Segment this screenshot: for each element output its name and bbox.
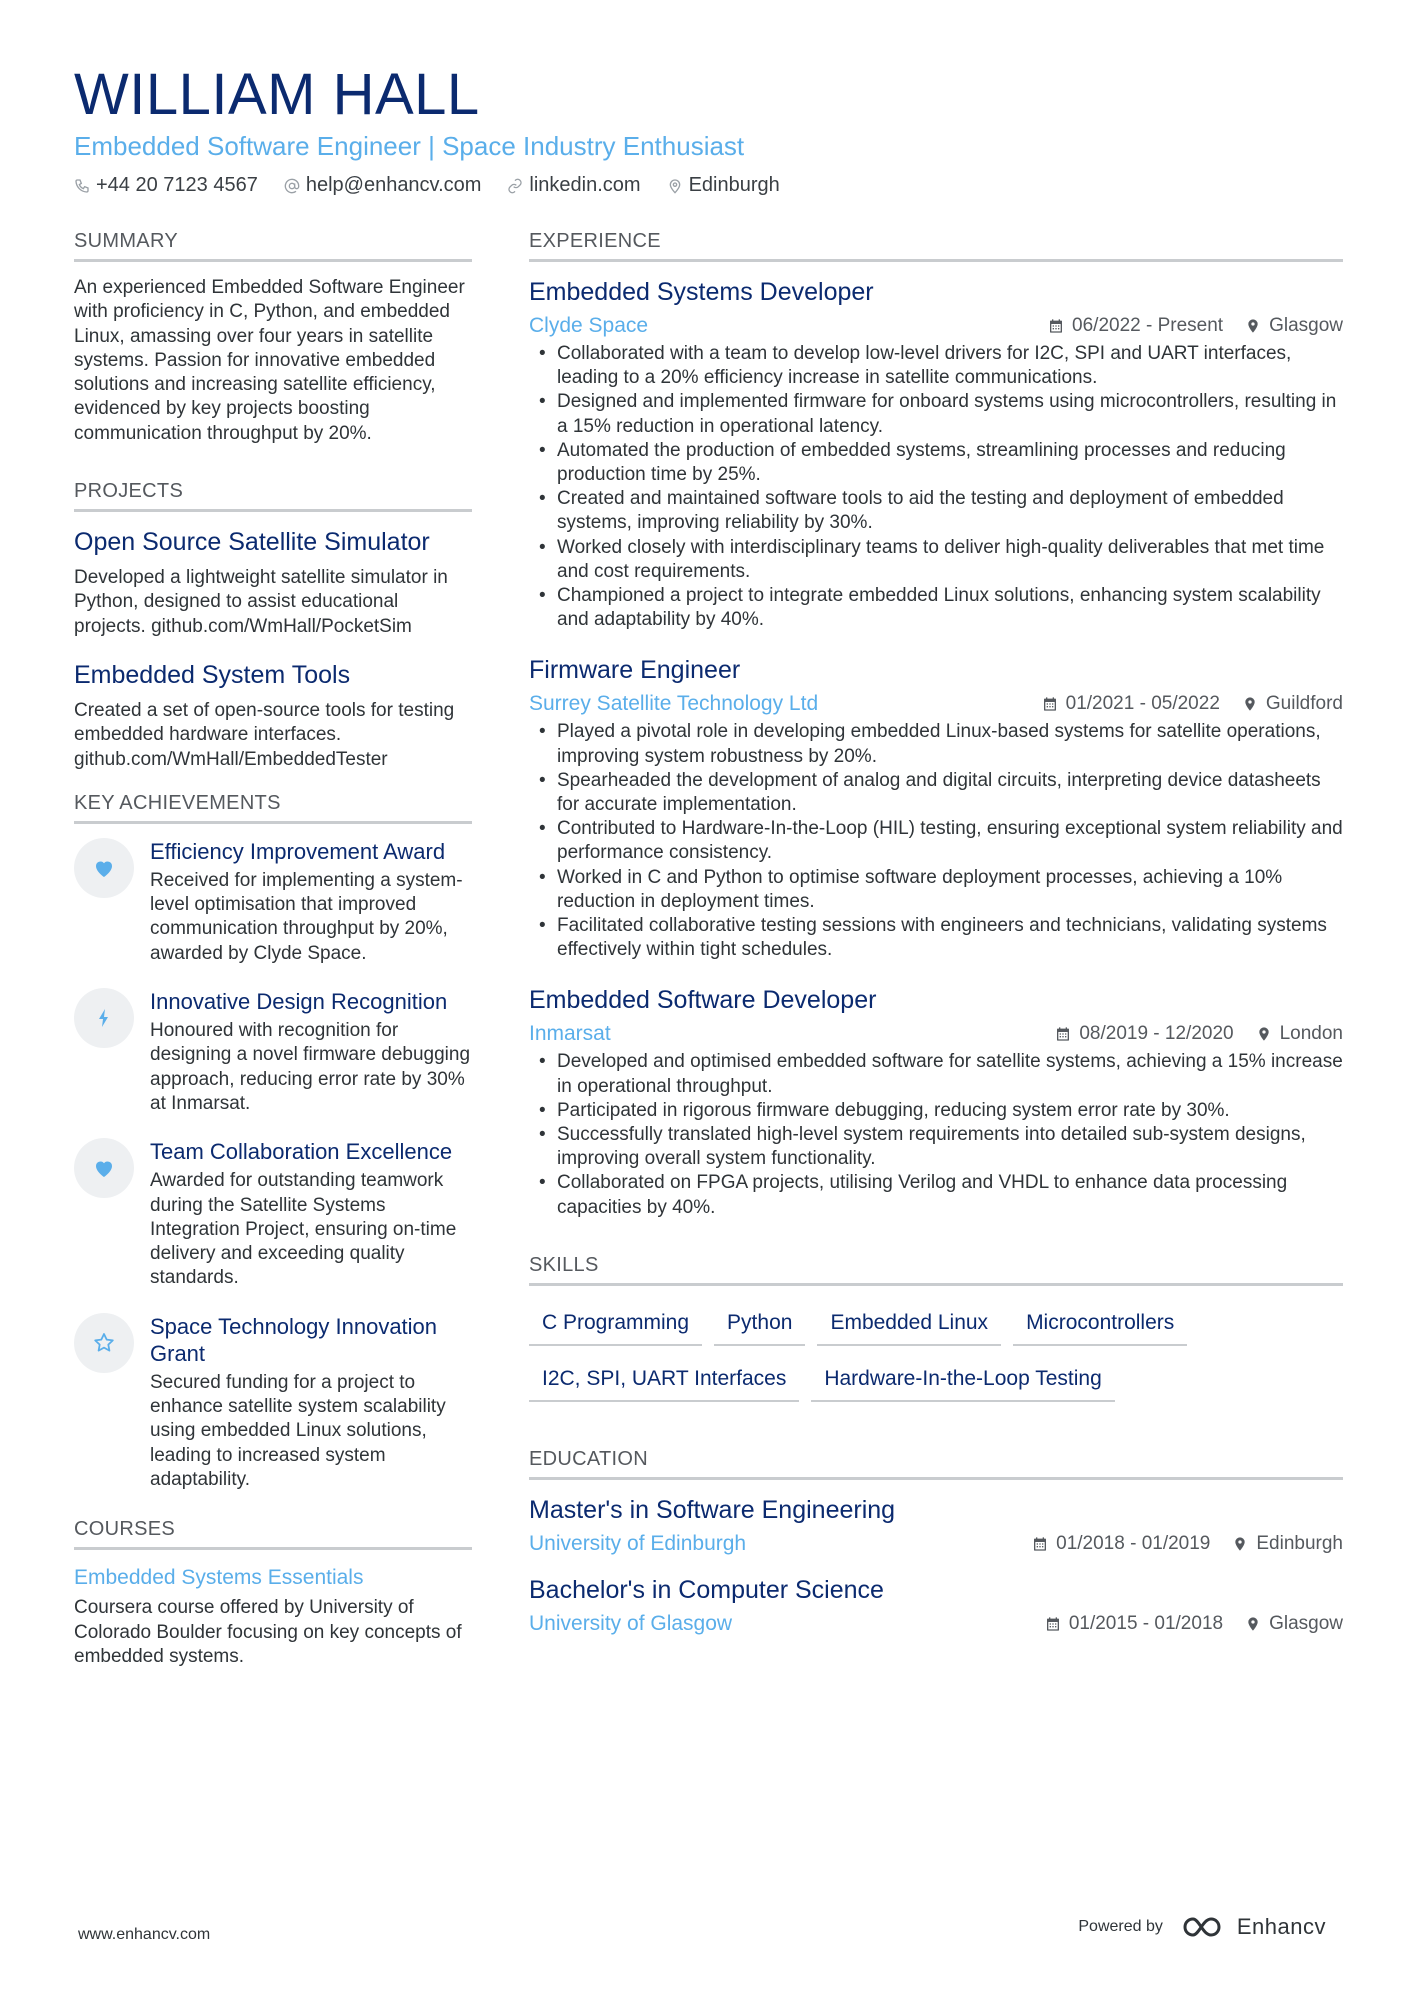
resume-header <box>74 62 1344 197</box>
contact-location <box>667 174 780 197</box>
company-name: Clyde Space <box>529 314 649 337</box>
achievement-description: Awarded for outstanding teamwork during the Satellite Systems Integration Project, ensuring on-time delivery and exceeding quality standards. <box>150 1170 457 1289</box>
degree-title: Bachelor's in Computer Science <box>529 1575 884 1604</box>
experience-heading: EXPERIENCE <box>529 230 1343 262</box>
job-location <box>1245 315 1343 337</box>
enhancv-logo-icon <box>1181 1914 1229 1940</box>
projects-heading: PROJECTS <box>74 480 472 512</box>
list-item: • Collaborated with a team to develop low-level drivers for I2C, SPI and UART interfaces, leading to a 20% efficiency increase in satellite communications. <box>529 342 1343 390</box>
list-item: • Developed and optimised embedded software for satellite systems, achieving a 15% increase in operational throughput. <box>529 1050 1343 1098</box>
education-location-text: Glasgow <box>1269 1612 1343 1634</box>
company-name: Inmarsat <box>529 1022 611 1046</box>
right-column <box>529 230 1343 1654</box>
skills-section <box>529 1254 1343 1402</box>
education-section <box>529 1448 1343 1636</box>
skills-list <box>529 1310 1343 1402</box>
email-text: help@enhancv.com <box>305 174 482 196</box>
achievement-title: Efficiency Improvement Award <box>150 838 446 864</box>
achievement-item <box>74 988 472 1116</box>
achievement-icon-badge <box>74 1138 134 1198</box>
education-entry <box>529 1574 1343 1636</box>
school-name: University of Edinburgh <box>529 1531 747 1555</box>
list-item: • Worked closely with interdisciplinary teams to deliver high-quality deliverables that met time and cost requirements. <box>529 536 1343 584</box>
job-bullets <box>529 720 1343 962</box>
courses-section <box>74 1518 472 1669</box>
project-title: Open Source Satellite Simulator <box>74 528 430 557</box>
job-bullets <box>529 1050 1343 1219</box>
education-entry <box>529 1494 1343 1556</box>
job-meta <box>529 314 1343 338</box>
job-entry <box>529 276 1343 632</box>
candidate-name: WILLIAM HALL <box>74 62 480 127</box>
contact-email[interactable] <box>284 174 482 197</box>
courses-heading: COURSES <box>74 1518 472 1550</box>
list-item: • Contributed to Hardware-In-the-Loop (HIL) testing, ensuring exceptional system reliability and performance consistency. <box>529 817 1343 865</box>
achievements-heading: KEY ACHIEVEMENTS <box>74 792 472 824</box>
list-item: • Played a pivotal role in developing embedded Linux-based systems for satellite operations, improving system robustness by 20%. <box>529 720 1343 768</box>
job-location <box>1256 1023 1343 1045</box>
education-meta <box>529 1612 1343 1636</box>
job-title: Embedded Software Developer <box>529 986 877 1015</box>
skill-tag: Embedded Linux <box>817 1310 1001 1346</box>
list-item: • Facilitated collaborative testing sessions with engineers and technicians, validating systems effectively within tight schedules. <box>529 914 1343 962</box>
link-icon <box>507 178 523 194</box>
achievement-title: Team Collaboration Excellence <box>150 1139 453 1165</box>
job-dates-text: 01/2021 - 05/2022 <box>1065 693 1220 715</box>
phone-icon <box>74 178 90 194</box>
calendar-icon <box>1032 1536 1048 1552</box>
job-dates-text: 06/2022 - Present <box>1072 315 1224 336</box>
education-dates <box>1045 1613 1223 1635</box>
list-item: • Spearheaded the development of analog and digital circuits, interpreting device datasheets for accurate implementation. <box>529 769 1343 817</box>
skills-heading: SKILLS <box>529 1254 1343 1286</box>
education-location <box>1245 1613 1343 1635</box>
location-pin-icon <box>667 178 683 194</box>
achievement-title: Space Technology Innovation Grant <box>150 1313 438 1366</box>
list-item: • Created and maintained software tools to aid the testing and deployment of embedded systems, improving reliability by 30%. <box>529 487 1343 535</box>
heart-icon <box>92 1156 116 1180</box>
linkedin-text: linkedin.com <box>529 174 641 196</box>
achievement-item <box>74 1138 472 1290</box>
phone-text: +44 20 7123 4567 <box>96 174 258 196</box>
contact-row <box>74 174 1344 197</box>
job-title: Firmware Engineer <box>529 656 741 685</box>
location-pin-icon <box>1245 1616 1261 1632</box>
calendar-icon <box>1042 696 1058 712</box>
calendar-icon <box>1055 1026 1071 1042</box>
education-dates-text: 01/2018 - 01/2019 <box>1056 1532 1211 1554</box>
list-item: • Championed a project to integrate embedded Linux solutions, enhancing system scalability and adaptability by 40%. <box>529 584 1343 632</box>
project-description: Developed a lightweight satellite simulator in Python, designed to assist educational projects. github.com/WmHall/PocketSim <box>74 567 448 637</box>
location-text: Edinburgh <box>688 174 780 196</box>
footer-branding <box>1078 1914 1326 1940</box>
job-entry <box>529 984 1343 1219</box>
education-dates-text: 01/2015 - 01/2018 <box>1068 1612 1224 1634</box>
job-dates <box>1048 315 1223 337</box>
job-title: Embedded Systems Developer <box>529 278 874 306</box>
bolt-icon <box>92 1006 116 1030</box>
location-pin-icon <box>1256 1026 1272 1042</box>
project-description: Created a set of open-source tools for testing embedded hardware interfaces. github.com/WmHall/EmbeddedTester <box>74 699 455 770</box>
at-icon <box>284 178 300 194</box>
skill-tag: C Programming <box>529 1310 702 1346</box>
job-entry <box>529 654 1343 962</box>
project-item <box>74 526 472 639</box>
achievement-description: Received for implementing a system-level optimisation that improved communication throughput by 20%, awarded by Clyde Space. <box>150 869 463 964</box>
project-title: Embedded System Tools <box>74 660 351 689</box>
list-item: • Automated the production of embedded systems, streamlining processes and reducing production time by 25%. <box>529 439 1343 487</box>
education-heading: EDUCATION <box>529 1448 1343 1480</box>
project-item <box>74 659 472 772</box>
skill-tag: Python <box>714 1310 805 1346</box>
heart-icon <box>92 856 116 880</box>
location-pin-icon <box>1232 1536 1248 1552</box>
list-item: • Worked in C and Python to optimise software deployment processes, achieving a 10% reduction in deployment times. <box>529 866 1343 914</box>
enhancv-logo[interactable] <box>1181 1914 1326 1940</box>
contact-linkedin[interactable] <box>507 174 640 197</box>
location-pin-icon <box>1245 318 1261 334</box>
achievements-section <box>74 792 472 1492</box>
skill-tag: I2C, SPI, UART Interfaces <box>529 1366 799 1402</box>
job-location-text: Guildford <box>1265 693 1343 715</box>
achievement-title: Innovative Design Recognition <box>150 989 448 1015</box>
achievement-description: Honoured with recognition for designing a novel firmware debugging approach, reducing error rate by 30% at Inmarsat. <box>150 1020 471 1114</box>
job-dates-text: 08/2019 - 12/2020 <box>1079 1023 1234 1045</box>
company-name: Surrey Satellite Technology Ltd <box>529 692 819 716</box>
job-dates <box>1042 693 1220 715</box>
achievement-description: Secured funding for a project to enhance satellite system scalability using embedded Linux solutions, leading to increased system adaptability. <box>150 1371 446 1490</box>
footer-website[interactable]: www.enhancv.com <box>78 1926 211 1943</box>
achievement-item <box>74 838 472 966</box>
education-meta <box>529 1532 1343 1556</box>
achievement-icon-badge <box>74 838 134 898</box>
contact-phone[interactable] <box>74 174 258 197</box>
calendar-icon <box>1048 318 1064 334</box>
list-item: • Successfully translated high-level system requirements into detailed sub-system designs, improving overall system functionality. <box>529 1123 1343 1171</box>
achievement-item <box>74 1313 472 1492</box>
education-location <box>1232 1533 1343 1555</box>
skill-tag: Hardware-In-the-Loop Testing <box>811 1366 1114 1402</box>
summary-heading: SUMMARY <box>74 230 472 262</box>
job-dates <box>1055 1023 1233 1045</box>
school-name: University of Glasgow <box>529 1611 733 1635</box>
projects-section <box>74 480 472 772</box>
powered-by-text: Powered by <box>1078 1918 1163 1935</box>
left-column <box>74 230 472 1703</box>
job-bullets <box>529 342 1343 632</box>
candidate-subtitle: Embedded Software Engineer | Space Industry Enthusiast <box>74 131 745 161</box>
summary-section <box>74 230 472 446</box>
location-pin-icon <box>1242 696 1258 712</box>
job-location-text: Glasgow <box>1269 315 1343 336</box>
list-item: • Participated in rigorous firmware debugging, reducing system error rate by 30%. <box>529 1099 1343 1123</box>
achievement-icon-badge <box>74 1313 134 1373</box>
experience-section <box>529 230 1343 1220</box>
education-location-text: Edinburgh <box>1256 1532 1343 1554</box>
list-item: • Collaborated on FPGA projects, utilising Verilog and VHDL to enhance data processing capacities by 40%. <box>529 1171 1343 1219</box>
star-icon <box>92 1331 116 1355</box>
course-description: Coursera course offered by University of Colorado Boulder focusing on key concepts of embedded systems. <box>74 1597 462 1667</box>
summary-text: An experienced Embedded Software Engineer with proficiency in C, Python, and embedded Linux, amassing over four years in satellite systems. Passion for innovative embedded solutions and increasing satellite efficiency, evidenced by key projects boosting communication throughput by 20%. <box>74 277 465 444</box>
achievement-icon-badge <box>74 988 134 1048</box>
list-item: • Designed and implemented firmware for onboard systems using microcontrollers, resulting in a 15% reduction in operational latency. <box>529 390 1343 438</box>
degree-title: Master's in Software Engineering <box>529 1495 896 1524</box>
job-meta <box>529 692 1343 716</box>
job-location <box>1242 693 1343 715</box>
skill-tag: Microcontrollers <box>1013 1310 1187 1346</box>
job-location-text: London <box>1279 1023 1343 1045</box>
education-dates <box>1032 1533 1210 1555</box>
job-meta <box>529 1022 1343 1046</box>
enhancv-logo-text: Enhancv <box>1236 1914 1326 1939</box>
calendar-icon <box>1045 1616 1061 1632</box>
course-title: Embedded Systems Essentials <box>74 1566 364 1590</box>
